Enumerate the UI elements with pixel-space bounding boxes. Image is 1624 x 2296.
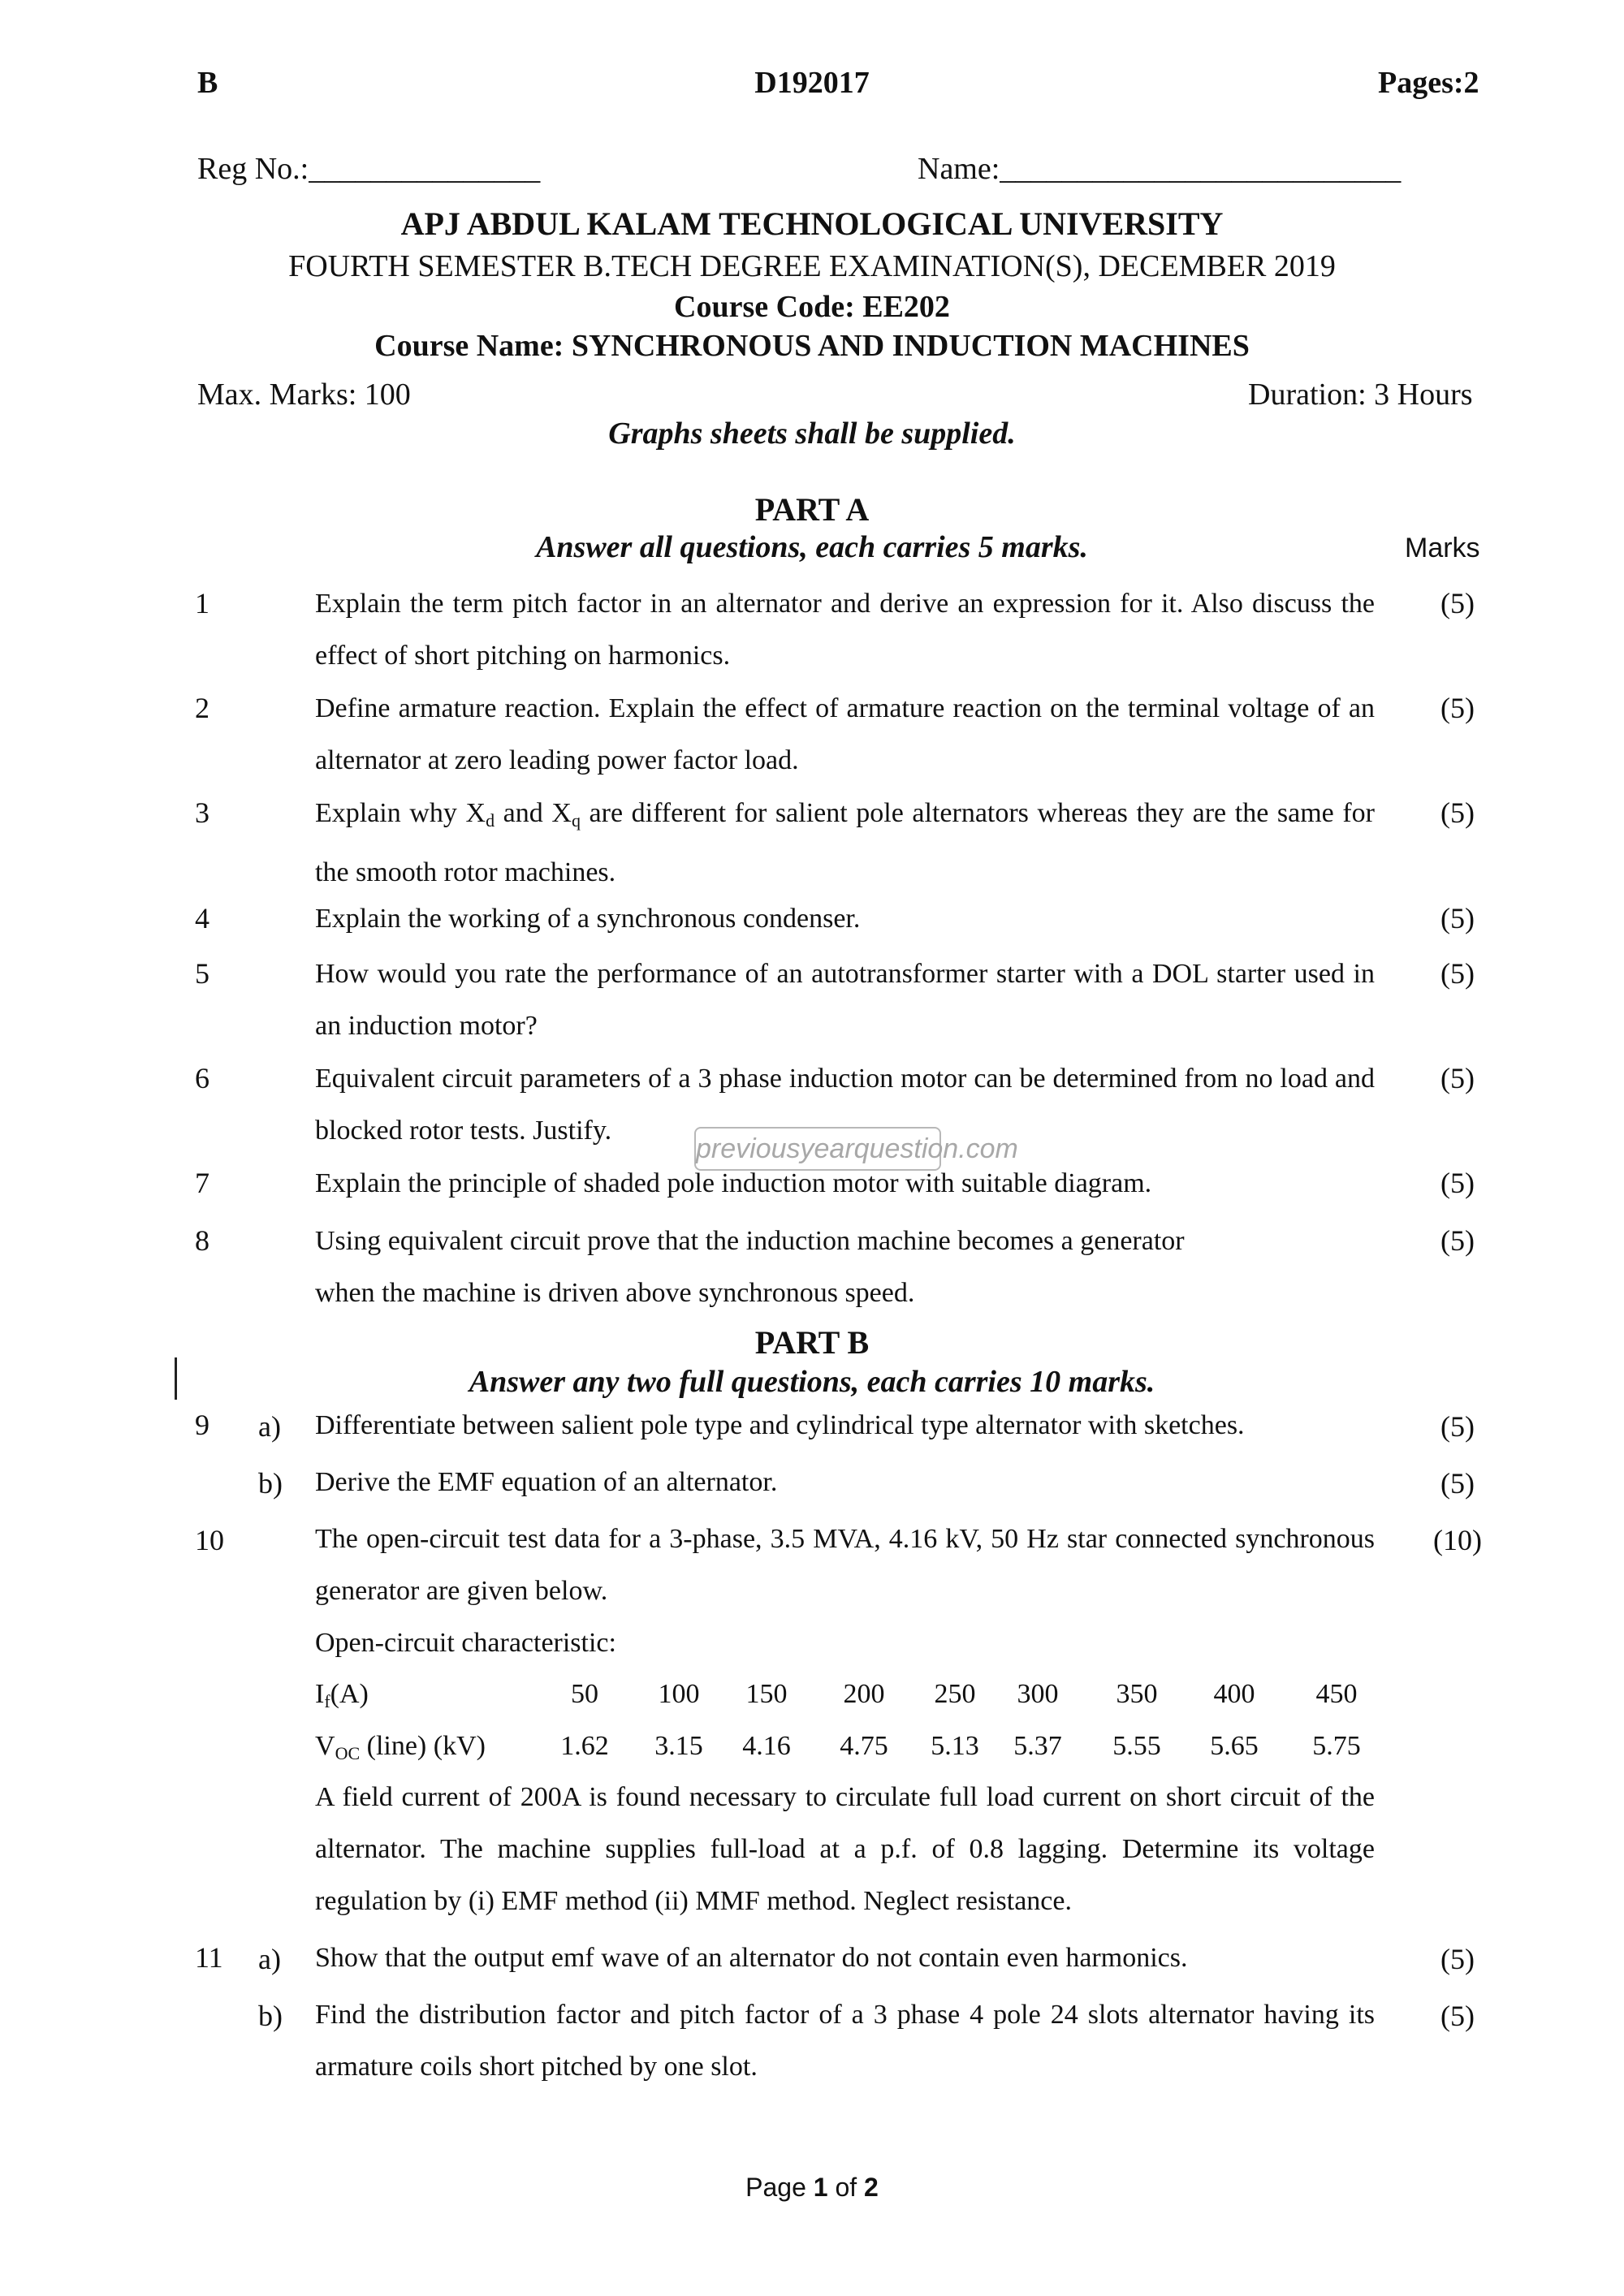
subquestion-label: b)	[258, 1467, 283, 1500]
exam-note: Graphs sheets shall be supplied.	[608, 416, 1016, 451]
voc-row-label	[315, 1731, 486, 1764]
footer-text: of	[827, 2173, 865, 2202]
question-number: 7	[195, 1167, 209, 1199]
question-marks: (5)	[1440, 1062, 1475, 1094]
question-text	[315, 788, 1375, 899]
question-text: Derive the EMF equation of an alternator.	[315, 1467, 778, 1497]
question-text-part: Explain why X	[315, 798, 486, 828]
question-text-line: Using equivalent circuit prove that the induction machine becomes a generator	[315, 1226, 1185, 1256]
question-text: Explain the principle of shaded pole induction motor with suitable diagram.	[315, 1168, 1152, 1198]
university-title: APJ ABDUL KALAM TECHNOLOGICAL UNIVERSITY	[400, 205, 1224, 242]
question-number: 4	[195, 902, 209, 934]
exam-title: FOURTH SEMESTER B.TECH DEGREE EXAMINATION(S), DECEMBER 2019	[288, 249, 1336, 283]
voc-value: 4.16	[742, 1731, 791, 1761]
question-text: Define armature reaction. Explain the effect of armature reaction on the terminal voltage of an alternator at zero leading power factor load.	[315, 693, 1375, 775]
if-value: 300	[1017, 1679, 1059, 1709]
page-footer	[0, 2173, 1624, 2203]
subscript-d: d	[486, 810, 495, 831]
question-number: 8	[195, 1224, 209, 1257]
voc-value: 4.75	[840, 1731, 888, 1761]
if-row-label	[315, 1679, 369, 1712]
part-a-title: PART A	[754, 491, 870, 528]
if-value: 150	[745, 1679, 788, 1709]
paper-code: D192017	[754, 66, 870, 100]
question-marks: (5)	[1440, 1943, 1475, 1975]
question-number: 1	[195, 587, 209, 619]
question-marks: (5)	[1440, 1167, 1475, 1199]
part-b-title: PART B	[754, 1324, 870, 1361]
question-marks: (10)	[1433, 1524, 1482, 1556]
question-number: 2	[195, 692, 209, 724]
question-marks: (5)	[1440, 1467, 1475, 1500]
question-marks: (5)	[1440, 692, 1475, 724]
if-unit: (A)	[330, 1679, 369, 1709]
set-code: B	[197, 66, 218, 100]
question-text: Equivalent circuit parameters of a 3 phase induction motor can be determined from no load and blocked rotor tests. Justify.	[315, 1064, 1375, 1146]
question-text: Show that the output emf wave of an alternator do not contain even harmonics.	[315, 1943, 1188, 1973]
question-text-line: when the machine is driven above synchronous speed.	[315, 1278, 915, 1308]
question-number: 10	[195, 1524, 224, 1556]
question-marks: (5)	[1440, 587, 1475, 619]
subquestion-label: a)	[258, 1410, 281, 1443]
part-a-instruction: Answer all questions, each carries 5 marks.	[536, 530, 1088, 564]
footer-page-number: 1	[813, 2173, 828, 2202]
subquestion-label: a)	[258, 1943, 281, 1975]
question-text: Find the distribution factor and pitch factor of a 3 phase 4 pole 24 slots alternator having its armature coils short pitched by one slot.	[315, 2000, 1375, 2082]
voc-value: 3.15	[654, 1731, 703, 1761]
if-value: 50	[571, 1679, 598, 1709]
subscript-f: f	[324, 1691, 330, 1711]
question-text: Explain the working of a synchronous condenser.	[315, 904, 861, 934]
if-value: 350	[1116, 1679, 1158, 1709]
subquestion-label: b)	[258, 2000, 283, 2032]
course-name: Course Name: SYNCHRONOUS AND INDUCTION MACHINES	[374, 329, 1250, 363]
reg-no-field: Reg No.:_______________	[197, 152, 541, 186]
question-number: 5	[195, 957, 209, 990]
question-text-part: and X	[495, 798, 572, 828]
part-b-instruction: Answer any two full questions, each carries 10 marks.	[469, 1365, 1155, 1399]
question-text: The open-circuit test data for a 3-phase, 3.5 MVA, 4.16 kV, 50 Hz star connected synchronous generator are given below.	[315, 1524, 1375, 1606]
subscript-oc: OC	[335, 1743, 361, 1763]
voc-value: 1.62	[560, 1731, 609, 1761]
voc-symbol: V	[315, 1731, 335, 1761]
footer-text: Page	[745, 2173, 814, 2202]
voc-value: 5.55	[1112, 1731, 1161, 1761]
subscript-q: q	[571, 810, 581, 831]
question-marks: (5)	[1440, 957, 1475, 990]
page-count: Pages:2	[1378, 66, 1479, 100]
if-symbol: I	[315, 1679, 325, 1709]
question-number: 11	[195, 1941, 223, 1974]
watermark: previousyearquestion.com	[694, 1127, 941, 1171]
marks-header: Marks	[1405, 533, 1480, 563]
question-text: Differentiate between salient pole type and cylindrical type alternator with sketches.	[315, 1410, 1245, 1440]
max-marks: Max. Marks: 100	[197, 378, 411, 412]
voc-value: 5.13	[931, 1731, 979, 1761]
if-value: 450	[1315, 1679, 1358, 1709]
if-value: 250	[934, 1679, 976, 1709]
duration: Duration: 3 Hours	[1248, 378, 1473, 412]
occ-title: Open-circuit characteristic:	[315, 1628, 616, 1658]
footer-page-total: 2	[864, 2173, 879, 2202]
question-text: How would you rate the performance of an autotransformer starter with a DOL starter used in an induction motor?	[315, 959, 1375, 1041]
course-code: Course Code: EE202	[674, 290, 950, 324]
name-field: Name:__________________________	[918, 152, 1402, 186]
voc-value: 5.37	[1013, 1731, 1062, 1761]
if-value: 400	[1213, 1679, 1255, 1709]
if-value: 100	[658, 1679, 700, 1709]
question-number: 6	[195, 1062, 209, 1094]
question-marks: (5)	[1440, 1224, 1475, 1257]
question-marks: (5)	[1440, 2000, 1475, 2032]
question-marks: (5)	[1440, 902, 1475, 934]
question-number: 9	[195, 1409, 209, 1441]
voc-unit: (line) (kV)	[360, 1731, 486, 1761]
if-value: 200	[843, 1679, 885, 1709]
question-text: A field current of 200A is found necessary to circulate full load current on short circuit of the alternator. The machine supplies full-load at a p.f. of 0.8 lagging. Determine its voltage regulation by (i) EMF method (ii) MMF method. Neglect resistance.	[315, 1782, 1375, 1916]
question-text-part: are different for salient pole alternators whereas they are the same for the smooth rotor machines.	[315, 798, 1375, 887]
question-text: Explain the term pitch factor in an alternator and derive an expression for it. Also discuss the effect of short pitching on harmonics.	[315, 589, 1375, 671]
question-marks: (5)	[1440, 796, 1475, 829]
voc-value: 5.75	[1312, 1731, 1361, 1761]
question-marks: (5)	[1440, 1410, 1475, 1443]
voc-value: 5.65	[1210, 1731, 1259, 1761]
question-number: 3	[195, 796, 209, 829]
